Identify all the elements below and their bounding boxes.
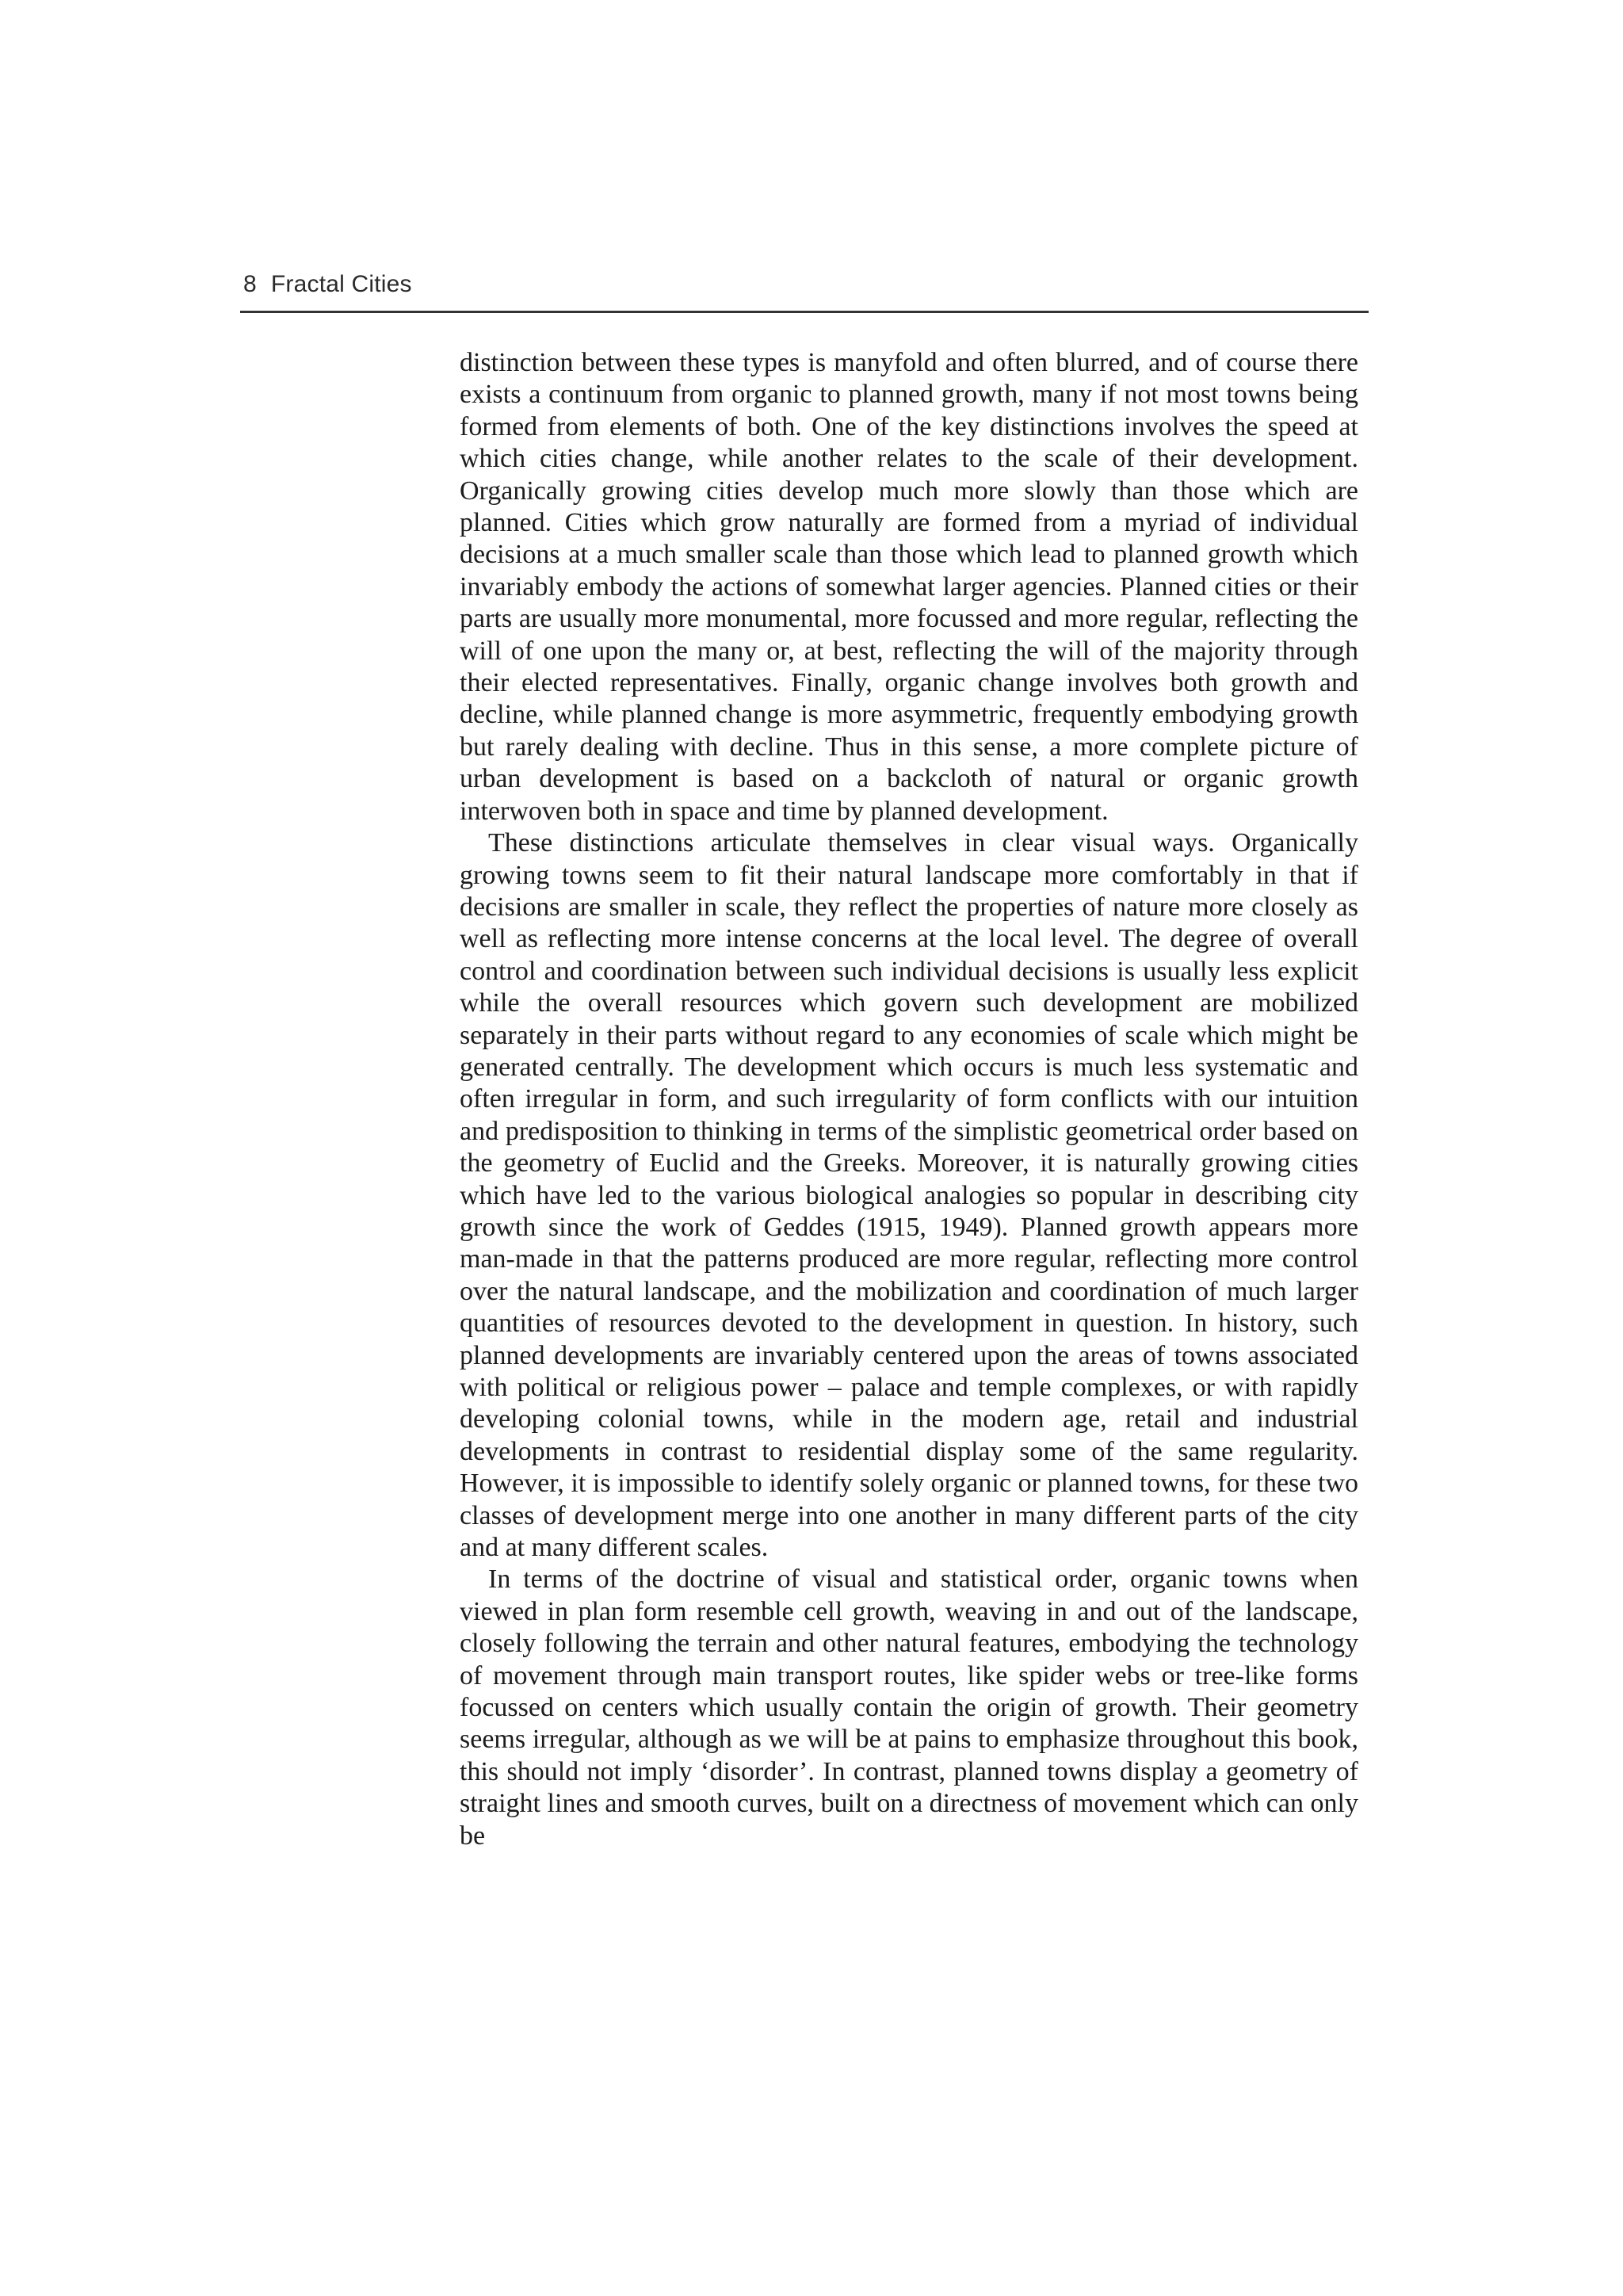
paragraph: These distinctions articulate themselves in clear visual ways. Organically growing towns seem to fit their natural landscape more comfortably in that if decisions are smaller in scale, they reflect the properties of nature more closely as well as reflecting more intense concerns at the local level. The degree of overall control and coordination between such individual decisions is usually less explicit while the overall resources which govern such development are mobilized separately in their parts without regard to any economies of scale which might be generated centrally. The development which occurs is much less systematic and often irregular in form, and such irregularity of form conflicts with our intuition and predisposition to thinking in terms of the simplistic geometrical order based on the geometry of Euclid and the Greeks. Moreover, it is naturally growing cities which have led to the various biological analogies so popular in describing city growth since the work of Geddes (1915, 1949). Planned growth appears more man-made in that the patterns produced are more regular, reflecting more control over the natural landscape, and the mobilization and coordination of much larger quantities of resources devoted to the development in question. In history, such planned developments are invariably centered upon the areas of towns associated with political or religious power – palace and temple complexes, or with rapidly developing colonial towns, while in the modern age, retail and industrial developments in contrast to residential display some of the same regularity. However, it is impossible to identify solely organic or planned towns, for these two classes of development merge into one another in many different parts of the city and at many different scales. bbox=[460, 828, 1358, 1563]
body-text bbox=[460, 347, 1358, 1852]
page-number: 8 bbox=[243, 271, 257, 297]
header-rule bbox=[240, 311, 1369, 313]
paragraph-continued: distinction between these types is manyfold and often blurred, and of course there exists a continuum from organic to planned growth, many if not most towns being formed from elements of both. One of the key distinctions involves the speed at which cities change, while another relates to the scale of their development. Organically growing cities develop much more slowly than those which are planned. Cities which grow naturally are formed from a myriad of individual decisions at a much smaller scale than those which lead to planned growth which invariably embody the actions of somewhat larger agencies. Planned cities or their parts are usually more monumental, more focussed and more regular, reflecting the will of one upon the many or, at best, reflecting the will of the majority through their elected representatives. Finally, organic change involves both growth and decline, while planned change is more asymmetric, frequently embodying growth but rarely dealing with decline. Thus in this sense, a more complete picture of urban development is based on a backcloth of natural or organic growth interwoven both in space and time by planned development. bbox=[460, 348, 1358, 826]
running-header bbox=[243, 271, 412, 298]
running-title: Fractal Cities bbox=[270, 271, 412, 297]
paragraph: In terms of the doctrine of visual and statistical order, organic towns when viewed in plan form resemble cell growth, weaving in and out of the landscape, closely following the terrain and other natural features, embodying the technology of movement through main transport routes, like spider webs or tree-like forms focussed on centers which usually contain the origin of growth. Their geometry seems irregular, although as we will be at pains to emphasize throughout this book, this should not imply ‘disorder’. In contrast, planned towns display a geometry of straight lines and smooth curves, built on a directness of movement which can only be bbox=[460, 1564, 1358, 1851]
